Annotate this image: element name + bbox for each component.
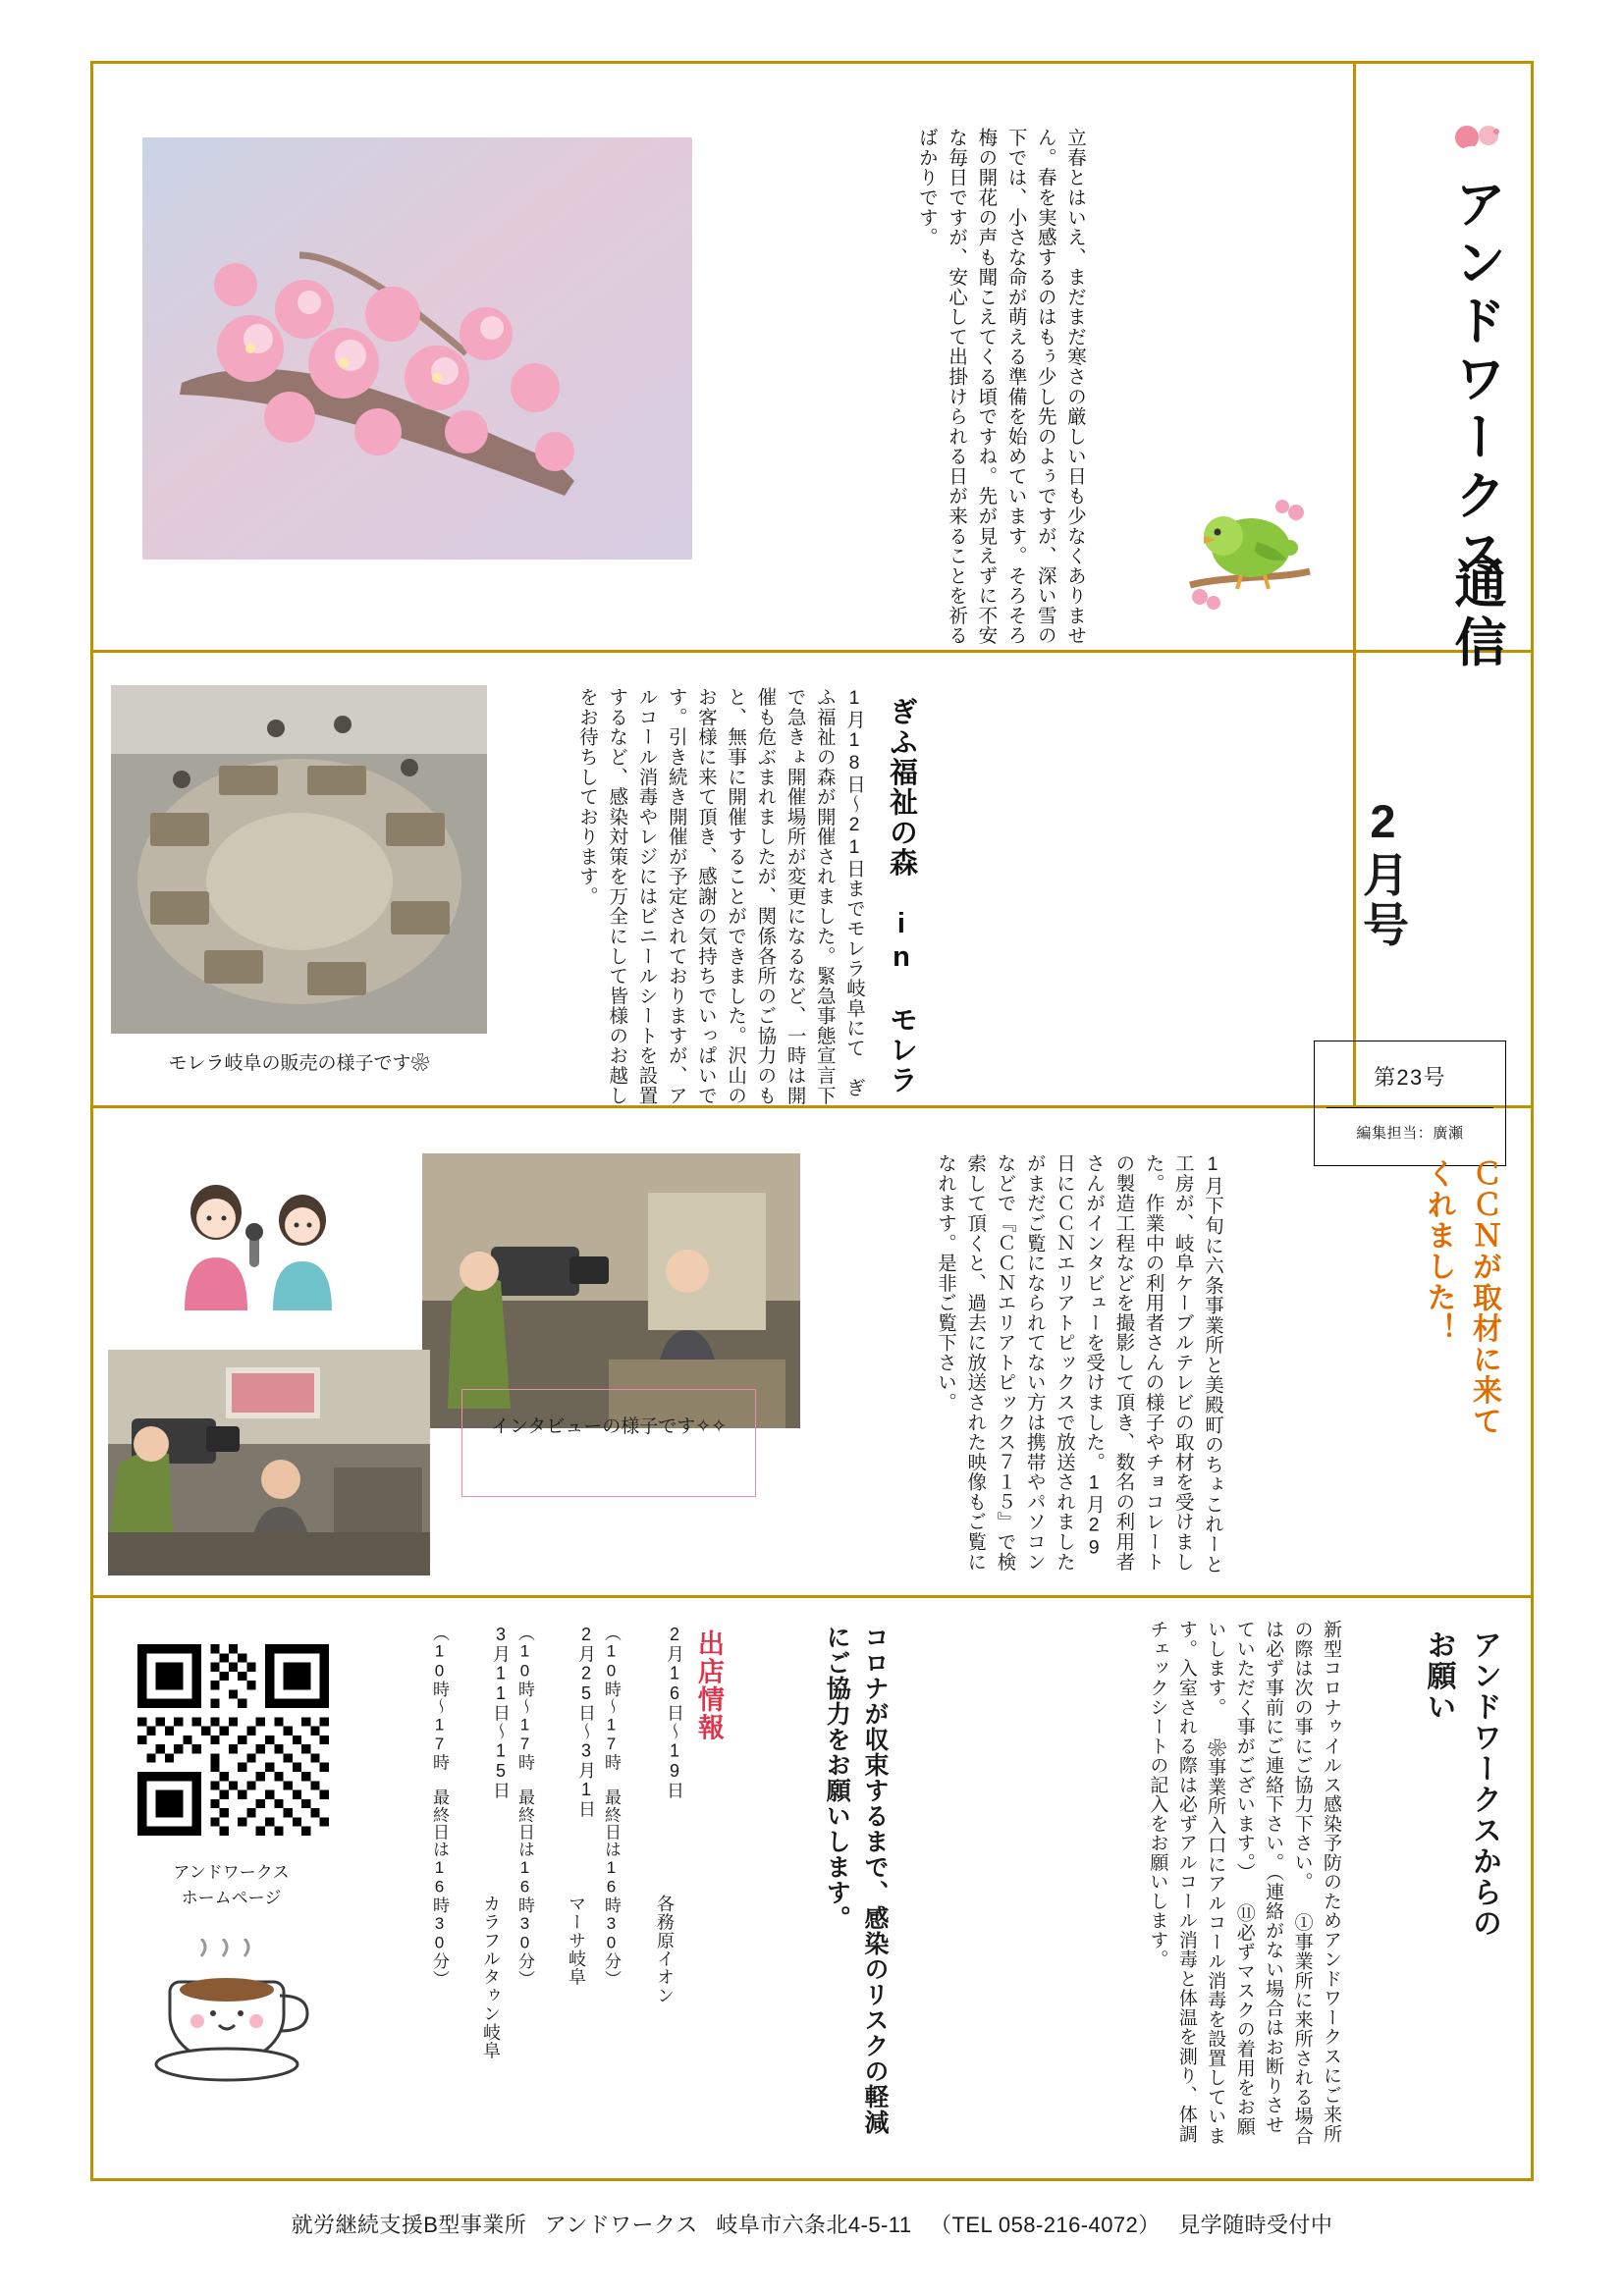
- request-intro: 新型コロナゥイルス感染予防のためアンドワークスにご来所の際は次の事にご協力下さい。: [1291, 1620, 1341, 2144]
- masthead-title: アンドワークス: [1447, 177, 1505, 585]
- request-item-3: ❀事業所入口にアルコール消毒を設置しています。入室される際は必ずアルコール消毒と体温を測り、体調チェックシートの記入をお願いします。: [1147, 1620, 1226, 2146]
- masthead: [1290, 118, 1516, 1142]
- morera-photo-caption: モレラ岐阜の販売の様子です❀: [168, 1053, 430, 1074]
- plum-blossom-photo: [142, 137, 692, 560]
- qr-code[interactable]: [137, 1644, 329, 1836]
- section-ccn-heading: ＣＣＮが取材に来てくれました！: [1422, 1158, 1500, 1437]
- shop-entry-time-1: （10時～17時 最終日は16時30分）: [602, 1625, 621, 1988]
- interview-illustration: [155, 1163, 361, 1320]
- morera-sales-photo: [111, 685, 487, 1034]
- camera-interview-photo: [422, 1153, 800, 1428]
- shop-info-heading: 出店情報: [693, 1629, 724, 1742]
- section-ccn-body: 1月下旬に六条事業所と美殿町のちょこれーと工房が、岐阜ケーブルテレビの取材を受けました。作業中の利用者さんの様子やチョコレートの製造工程などを撮影して頂き、数名の利用者さんがインタビューを受けました。1月29日にＣＣＮエリアトピックスで放送されましたがまだご覧になられてない方は携帯やパソコンなどで『ＣＣＮエリアトピックス７１５』で検索して頂くと、過去に放送された映像もご覧になれます。是非ご覧下さい。: [935, 1153, 1223, 1575]
- issue-month: 2月号: [1357, 795, 1409, 951]
- shop-entry-time-2: （10時～17時 最終日は16時30分）: [515, 1625, 534, 1988]
- shop-entry-venue-2: マーサ岐阜: [567, 1895, 586, 1987]
- shop-entry-time-3: （10時～17時 最終日は16時30分）: [430, 1625, 449, 1988]
- issue-box-rule: [1326, 1107, 1493, 1108]
- issue-editor: 編集担当：廣瀬: [1356, 1125, 1464, 1142]
- request-item-2: ⑪必ずマスクの着用をお願いします。: [1205, 1620, 1255, 2137]
- shop-entry-venue-3: カラフルタゥン岐阜: [481, 1895, 501, 2060]
- shop-entry-date-3: 3月11日～15日: [491, 1625, 511, 1800]
- shop-entry-date-1: 2月16日～19日: [665, 1625, 684, 1800]
- qr-caption-line1: アンドワークス: [173, 1863, 290, 1882]
- request-item-1: ①事業所に来所される場合は必ず事前にご連絡下さい。（連絡がない場合はお断りさせていただく事がございます。）: [1233, 1620, 1313, 2146]
- heart-bird-logo-icon: [1453, 124, 1508, 169]
- footer-tel: （TEL 058-216-4072）: [930, 2213, 1161, 2237]
- issue-number: 第23号: [1374, 1065, 1446, 1090]
- section-request-heading: アンドワークスからのお願い: [1422, 1629, 1500, 1939]
- footer-company: アンドワークス: [544, 2213, 698, 2237]
- section-kisaragi-body: 立春とはいえ、まだまだ寒さの厳しい日も少なくありません。春を実感するのはもぅ少し先のよぅですが、深い雪の下では、小さな命が萌える準備を始めています。そろそろ梅の開花の声も聞こえてくる頃ですね。先が見えずに不安な毎日ですが、安心して出掛けられる日が来ることを祈るばかりです。: [915, 128, 1086, 646]
- divider-3: [90, 1595, 1534, 1598]
- section-request-emphasis: コロナが収束するまで、感染のリスクの軽減にご協力をお願いします。: [823, 1625, 889, 2135]
- green-bird-illustration: [1180, 491, 1318, 618]
- footer: [0, 2209, 1624, 2239]
- coffee-cup-illustration: [133, 1939, 329, 2106]
- shop-entry-date-2: 2月25日～3月1日: [576, 1625, 596, 1819]
- qr-caption-line2: ホームページ: [181, 1888, 282, 1907]
- masthead-subtitle: 通信: [1447, 557, 1505, 673]
- footer-address: 岐阜市六条北4-5-11: [716, 2213, 912, 2237]
- filming-photo: [108, 1350, 430, 1575]
- shop-entry-venue-1: 各務原イオン: [655, 1895, 675, 2005]
- footer-note: 見学随時受付中: [1178, 2213, 1333, 2237]
- section-morera-body: 1月18日～21日までモレラ岐阜にて ぎふ福祉の森が開催されました。緊急事態宣言下で急きょ開催場所が変更になるなど、一時は開催も危ぶまれましたが、関係各所のご協力のもと、無事に開催することができました。沢山のお客様に来て頂き、感謝の気持ちでいっぱいです。引き続き開催が予定されておりますが、アルコール消毒やレジにはビニールシートを設置するなど、感染対策を万全にして皆様のお越しをお待ちしております。: [576, 687, 865, 1105]
- section-request-body: [913, 1620, 1345, 2150]
- issue-box: [1314, 1041, 1506, 1166]
- qr-caption: [126, 1860, 337, 1910]
- interview-photo-caption: インタビューの様子です✧✧: [461, 1389, 756, 1497]
- section-morera-heading: ぎふ福祉の森 in モレラ: [885, 697, 917, 1095]
- footer-facility: 就労継続支援B型事業所: [291, 2213, 527, 2237]
